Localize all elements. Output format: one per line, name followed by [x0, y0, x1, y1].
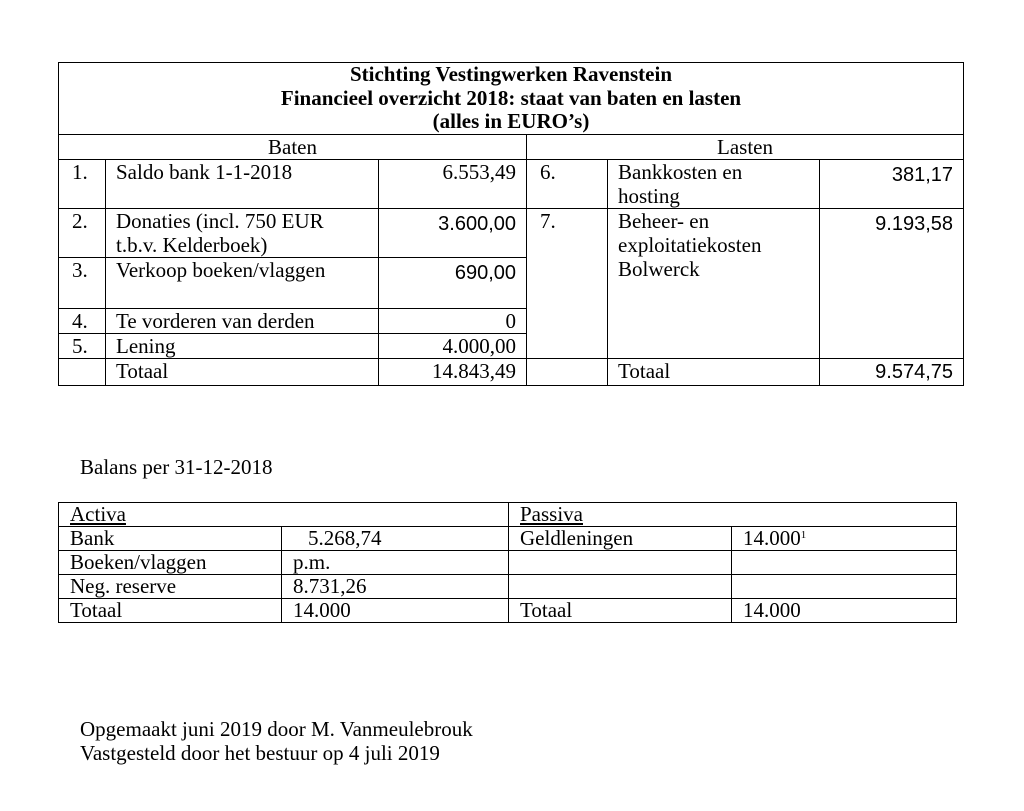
passiva-empty-cell	[732, 575, 957, 599]
passiva-empty-cell	[509, 551, 732, 575]
passiva-empty-cell	[509, 575, 732, 599]
baten-heading: Baten	[59, 134, 527, 159]
baten-row-2-nr: 2.	[59, 208, 106, 257]
currency-note: (alles in EURO’s)	[432, 109, 590, 133]
activa-total-label: Totaal	[59, 599, 282, 623]
activa-row-boeken-value: p.m.	[282, 551, 509, 575]
lasten-row-7-nr: 7.	[527, 208, 608, 358]
baten-row-1-label: Saldo bank 1-1-2018	[106, 159, 379, 208]
activa-row-boeken-label: Boeken/vlaggen	[59, 551, 282, 575]
baten-row-1-value: 6.553,49	[379, 159, 527, 208]
baten-lasten-table	[58, 62, 964, 386]
baten-total-label: Totaal	[106, 358, 379, 385]
prepared-by: Opgemaakt juni 2019 door M. Vanmeulebrouk	[80, 717, 473, 741]
baten-row-5-nr: 5.	[59, 333, 106, 358]
lasten-total-label: Totaal	[608, 358, 820, 385]
baten-row-2-label: Donaties (incl. 750 EUR t.b.v. Kelderboek)	[106, 208, 379, 257]
baten-total-nr	[59, 358, 106, 385]
organisation-name: Stichting Vestingwerken Ravenstein	[349, 62, 673, 86]
report-title: Financieel overzicht 2018: staat van baten en lasten	[280, 85, 742, 110]
footnote-marker: 1	[800, 529, 807, 541]
passiva-row-geldleningen-label: Geldleningen	[509, 527, 732, 551]
lasten-row-7-value: 9.193,58	[820, 208, 964, 358]
activa-total-value: 14.000	[282, 599, 509, 623]
baten-row-4-nr: 4.	[59, 308, 106, 333]
baten-row-3-label: Verkoop boeken/vlaggen	[106, 257, 379, 308]
lasten-row-6-label: Bankkosten en hosting	[608, 159, 820, 208]
lasten-row-6-nr: 6.	[527, 159, 608, 208]
baten-row-3-value: 690,00	[379, 257, 527, 308]
activa-row-bank-label: Bank	[59, 527, 282, 551]
lasten-total-value: 9.574,75	[820, 358, 964, 385]
balans-title: Balans per 31-12-2018	[80, 455, 273, 479]
baten-row-1-nr: 1.	[59, 159, 106, 208]
activa-row-bank-value: 5.268,74	[282, 527, 509, 551]
balans-table	[58, 502, 957, 623]
passiva-row-geldleningen-value: 14.000$^1$	[732, 527, 957, 551]
baten-row-4-label: Te vorderen van derden	[106, 308, 379, 333]
baten-row-2-value: 3.600,00	[379, 208, 527, 257]
lasten-row-6-value: 381,17	[820, 159, 964, 208]
activa-row-reserve-label: Neg. reserve	[59, 575, 282, 599]
approved-by: Vastgesteld door het bestuur op 4 juli 2019	[80, 741, 440, 765]
passiva-total-value: 14.000	[732, 599, 957, 623]
passiva-empty-cell	[732, 551, 957, 575]
lasten-total-nr	[527, 358, 608, 385]
baten-row-3-nr: 3.	[59, 257, 106, 308]
passiva-heading: Passiva	[509, 503, 957, 527]
activa-heading: Activa	[59, 503, 509, 527]
baten-row-5-label: Lening	[106, 333, 379, 358]
baten-row-5-value: 4.000,00	[379, 333, 527, 358]
passiva-total-label: Totaal	[509, 599, 732, 623]
lasten-row-7-label: Beheer- en exploitatiekosten Bolwerck	[608, 208, 820, 358]
baten-total-value: 14.843,49	[379, 358, 527, 385]
baten-row-4-value: 0	[379, 308, 527, 333]
lasten-heading: Lasten	[527, 134, 964, 159]
report-header	[59, 63, 964, 135]
footer	[80, 717, 473, 765]
activa-row-reserve-value: 8.731,26	[282, 575, 509, 599]
